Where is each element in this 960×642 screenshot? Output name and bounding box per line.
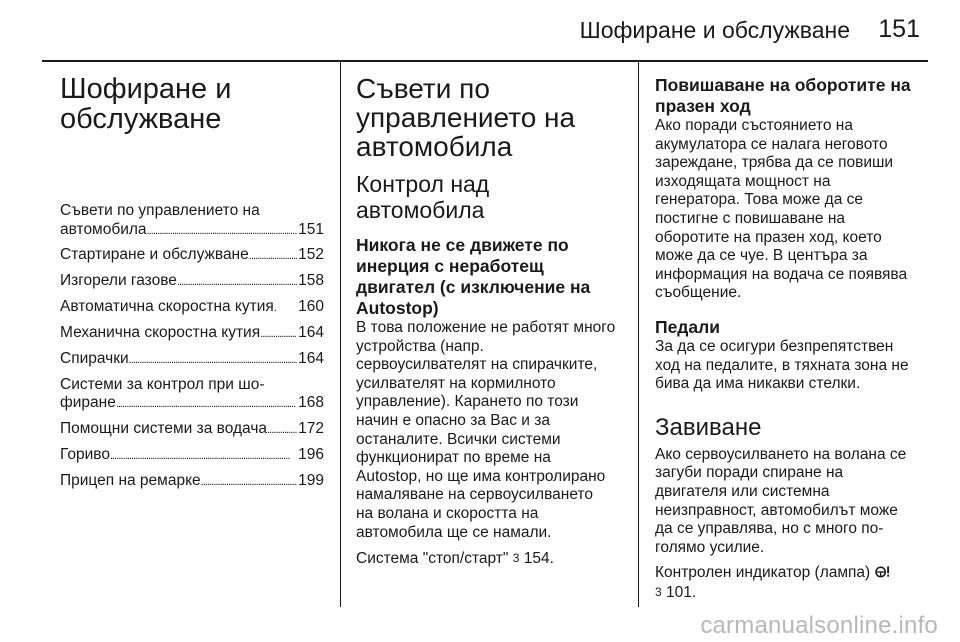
watermark: carmanualsonline.info [700,612,938,639]
paragraph: Ако сервоусилването на волана се загуби поради спиране на двигателя или системна неизправност, автомобилът може да се управлява, но с много по- голямо усилие. [655,445,907,556]
column-divider-left [340,62,341,607]
page-header [0,0,960,60]
running-header-title: Шофиране и обслужване [579,17,850,43]
content-column-right [655,72,923,602]
steering-warning-icon [875,565,890,578]
reference-arrow-icon: 3 [655,584,662,599]
paragraph: Ако поради състоянието на акумулатора се налага неговото зареждане, трябва да се повиши изходящата мощност на генератора. Това може да се постигне с повишаване на оборотите на празен ход, което може да се чуе. В центъра за информация на водача се появява съобщение. [655,117,908,302]
toc-item[interactable]: Гориво . . . 196 [60,446,324,466]
section-title: Съвети по управлението на автомобила [356,73,576,162]
toc-item[interactable]: Спирачки . . . 164 [60,350,324,370]
paragraph: За да се осигури безпрепятствен ход на педалите, в тяхната зона не бива да има никакви стелки. [655,337,909,393]
content-column-middle [356,72,622,569]
toc-item[interactable]: Автоматична скоростна кутия . 160 [60,298,324,318]
toc-item[interactable]: Помощни системи за водача . . . 172 [60,420,324,440]
column-divider-right [638,62,639,607]
toc-column [60,72,324,498]
topic-heading: Педали [655,316,721,337]
toc-item[interactable]: Механична скоростна кутия . . . 164 [60,324,324,344]
toc-item[interactable]: Системи за контрол при шо- фиране . . . 168 [60,376,324,414]
header-rule [42,60,928,62]
cross-reference[interactable]: Система "стоп/старт" 3 154. [356,550,554,568]
paragraph: В това положение не работят много устройства (напр. сервоусилвателят на спирачките, усилвателят на кормилното управление). Карането по този начин е опасно за Вас и за останалите. Всички системи функционират по време на Autostop, но ще има контролирано намаляване на сервоусилването на волана и скоростта на автомобила ще се намали. [356,319,616,541]
subsection-title: Контрол над автомобила [356,171,490,223]
reference-arrow-icon: 3 [512,551,520,566]
toc-item[interactable]: Изгорели газове . . . 158 [60,272,324,292]
toc-item[interactable]: Стартиране и обслужване . . . 152 [60,246,324,266]
toc-item[interactable]: Съвети по управлението на автомобила . . . 151 [60,202,324,240]
table-of-contents [60,202,324,492]
topic-heading: Повишаване на оборотите на празен ход [655,75,911,116]
topic-heading: Никога не се движете по инерция с неработещ двигател (с изключение на Autostop) [356,235,591,318]
page-number: 151 [878,15,920,43]
toc-item[interactable]: Прицеп на ремарке . . . 199 [60,472,324,492]
section-heading: Завиване [655,413,762,441]
indicator-reference[interactable]: Контролен индикатор (лампа) 3 101. [655,564,923,602]
chapter-title: Шофиране и обслужване [60,73,232,135]
